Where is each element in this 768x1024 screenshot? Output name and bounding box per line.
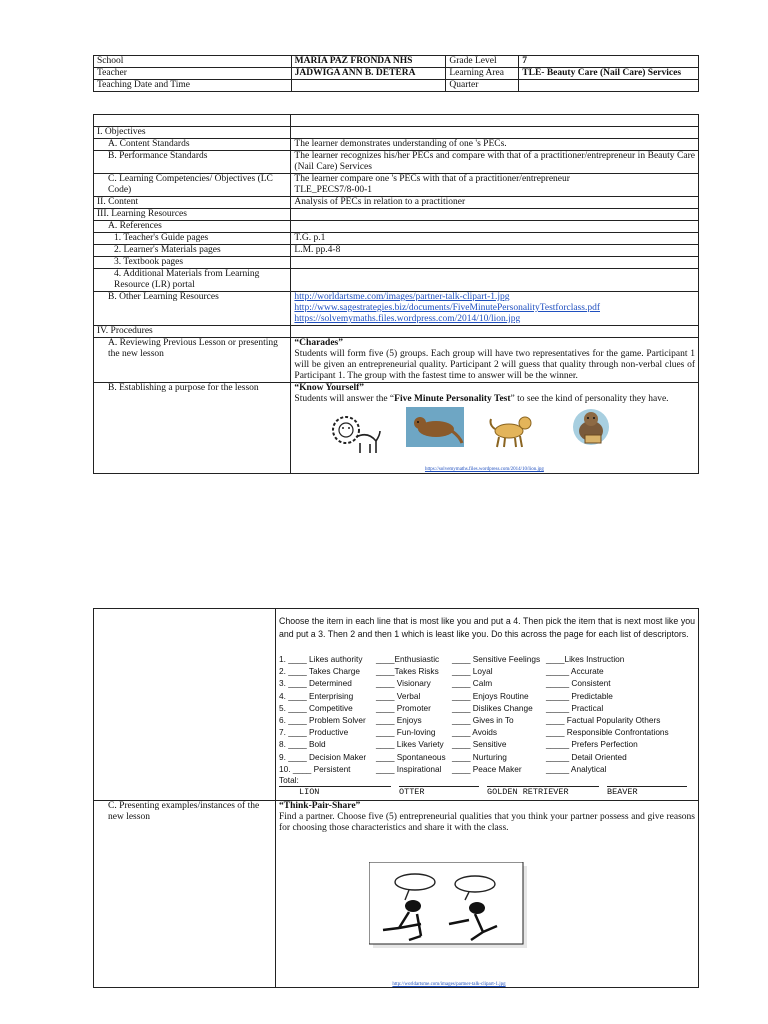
school-value: MARIA PAZ FRONDA NHS [291, 56, 446, 68]
think-pair-share-text: Find a partner. Choose five (5) entrepreneurial qualities that you think your partner possess and give reasons for choosing those characteristics and share it with the class. [279, 812, 695, 834]
grade-label: Grade Level [446, 56, 519, 68]
descriptor-cell: ____Takes Risks [376, 666, 439, 677]
animal-pictures [294, 405, 695, 473]
descriptor-cell: 10. ____ Persistent [279, 763, 351, 774]
descriptor-cell: ____ Calm [452, 678, 493, 689]
blank-cell [291, 221, 699, 233]
descriptor-cell: 2. ____ Takes Charge [279, 666, 361, 677]
descriptor-cell: ____ Enjoys Routine [452, 690, 529, 701]
teachers-guide-value: T.G. p.1 [291, 233, 699, 245]
competencies-label: C. Learning Competencies/ Objectives (LC Code) [94, 174, 291, 197]
link-lion[interactable]: https://solvemymaths.files.wordpress.com/2014/10/lion.jpg [294, 314, 521, 324]
descriptor-row [279, 690, 695, 702]
descriptor-cell: ____ Avoids [452, 727, 498, 738]
descriptor-list [279, 653, 695, 775]
grade-value: 7 [519, 56, 699, 68]
descriptor-cell: ____ Nurturing [452, 751, 507, 762]
lion-icon [330, 413, 382, 457]
descriptor-cell: 5. ____ Competitive [279, 702, 353, 713]
blank-cell [94, 609, 276, 801]
animal-totals-row [279, 786, 695, 798]
charades-text: Students will form five (5) groups. Each group will have two representatives for the game. Participant 1 will be given an entrepreneurial quality. Participant 2 will guess that quality through non-verbal clues of Participant 1. The group with the fastest time to answer will be the winner. [294, 349, 695, 381]
competencies-code: TLE_PECS7/8-00-1 [294, 185, 373, 195]
descriptor-cell: ____ Spontaneous [376, 751, 446, 762]
descriptor-cell: ____ Loyal [452, 666, 493, 677]
blank-cell [291, 326, 699, 338]
descriptor-cell: _____ Predictable [546, 690, 613, 701]
descriptor-cell: ____ Gives in To [452, 715, 514, 726]
resources-heading: III. Learning Resources [94, 209, 291, 221]
descriptor-cell: _____ Prefers Perfection [546, 739, 638, 750]
performance-standards-label: B. Performance Standards [94, 151, 291, 174]
descriptor-cell: ____ Inspirational [376, 763, 442, 774]
descriptor-row [279, 738, 695, 750]
blank-cell [291, 269, 699, 292]
references-label: A. References [94, 221, 291, 233]
think-pair-share-title: “Think-Pair-Share” [279, 801, 361, 812]
procedure-b-label: B. Establishing a purpose for the lesson [94, 383, 291, 474]
charades-title: “Charades” [294, 338, 343, 348]
learners-materials-value: L.M. pp.4-8 [291, 245, 699, 257]
blank-cell [94, 115, 291, 127]
descriptor-cell: ____ Promoter [376, 702, 431, 713]
descriptor-cell: ____ Peace Maker [452, 763, 522, 774]
test-instructions: Choose the item in each line that is most like you and put a 4. Then pick the item that is next most like you and put a 3. Then 2 and then 1 which is least like you. Do this across the page for each list of descriptors. [279, 616, 695, 639]
descriptor-cell: ____ Dislikes Change [452, 702, 533, 713]
content-standards-text: The learner demonstrates understanding of one 's PECs. [291, 139, 699, 151]
animal-total-label: LION [279, 786, 391, 798]
teacher-value: JADWIGA ANN B. DETERA [291, 68, 446, 80]
descriptor-cell: ____Likes Instruction [546, 654, 625, 664]
partner-talk-caption[interactable]: http://worldartsme.com/images/partner-talk-clipart-1.jpg [392, 982, 506, 988]
animal-total-label: OTTER [399, 786, 479, 798]
descriptor-cell: _____ Consistent [546, 678, 611, 689]
procedure-a-label: A. Reviewing Previous Lesson or presenting the new lesson [94, 338, 291, 383]
content-standards-label: A. Content Standards [94, 139, 291, 151]
descriptor-cell: ____ Sensitive Feelings [452, 654, 541, 664]
descriptor-cell: 3. ____ Determined [279, 678, 352, 689]
descriptor-cell: 8. ____ Bold [279, 739, 326, 750]
descriptor-cell: _____ Accurate [546, 666, 604, 677]
blank-cell [291, 209, 699, 221]
objectives-heading: I. Objectives [94, 127, 291, 139]
descriptor-row [279, 726, 695, 738]
descriptor-cell: ____ Responsible Confrontations [546, 727, 669, 738]
know-yourself-text: Students will answer the “Five Minute Personality Test” to see the kind of personality they have. [294, 394, 669, 404]
school-label: School [94, 56, 292, 68]
descriptor-cell: ____ Fun-loving [376, 727, 436, 738]
date-value [291, 80, 446, 92]
descriptor-cell: 9. ____ Decision Maker [279, 751, 367, 762]
descriptor-cell: ____ Visionary [376, 678, 431, 689]
partner-talk-picture [279, 834, 695, 988]
descriptor-cell: 6. ____ Problem Solver [279, 715, 366, 726]
other-resources-links [291, 292, 699, 326]
teachers-guide-label: 1. Teacher's Guide pages [94, 233, 291, 245]
link-partner-talk[interactable]: http://worldartsme.com/images/partner-talk-clipart-1.jpg [294, 292, 510, 302]
descriptor-cell: 7. ____ Productive [279, 727, 349, 738]
descriptor-cell: ____ Factual Popularity Others [546, 715, 661, 726]
descriptor-row [279, 714, 695, 726]
descriptor-cell: _____ Practical [546, 702, 604, 713]
area-value: TLE- Beauty Care (Nail Care) Services [519, 68, 699, 80]
header-table [93, 55, 699, 92]
teacher-label: Teacher [94, 68, 292, 80]
competencies-desc: The learner compare one 's PECs with that of a practitioner/entrepreneur [294, 174, 570, 184]
blank-cell [291, 257, 699, 269]
link-personality-test[interactable]: http://www.sagestrategies.biz/documents/FiveMinutePersonalityTestforclass.pdf [294, 303, 600, 313]
procedures-heading: IV. Procedures [94, 326, 291, 338]
quarter-value [519, 80, 699, 92]
quarter-label: Quarter [446, 80, 519, 92]
performance-standards-text: The learner recognizes his/her PECs and compare with that of a practitioner/entrepreneur in Beauty Care (Nail Care) Services [291, 151, 699, 174]
descriptor-cell: _____ Detail Oriented [546, 751, 627, 762]
descriptor-row [279, 751, 695, 763]
descriptor-row [279, 665, 695, 677]
partner-talk-icon [369, 862, 529, 950]
total-label: Total: [279, 775, 299, 786]
descriptor-row [279, 702, 695, 714]
descriptor-cell: _____ Analytical [546, 763, 607, 774]
descriptor-cell: ____ Likes Variety [376, 739, 444, 750]
date-label: Teaching Date and Time [94, 80, 292, 92]
personality-test-cell [276, 609, 699, 801]
descriptor-cell: 1. ____ Likes authority [279, 654, 363, 664]
descriptor-row [279, 653, 695, 665]
content-text: Analysis of PECs in relation to a practitioner [291, 197, 699, 209]
descriptor-cell: ____ Verbal [376, 690, 421, 701]
beaver-icon [567, 407, 615, 447]
animal-total-label: BEAVER [607, 786, 687, 798]
other-resources-label: B. Other Learning Resources [94, 292, 291, 326]
learners-materials-label: 2. Learner's Materials pages [94, 245, 291, 257]
lesson-plan-table-page-2 [93, 608, 699, 988]
competencies-text [291, 174, 699, 197]
blank-cell [291, 115, 699, 127]
textbook-label: 3. Textbook pages [94, 257, 291, 269]
procedure-c-label: C. Presenting examples/instances of the new lesson [94, 801, 276, 988]
animals-caption[interactable]: https://solvemymaths.files.wordpress.com/2014/10/lion.jpg [424, 467, 544, 472]
area-label: Learning Area [446, 68, 519, 80]
descriptor-cell: ____ Enjoys [376, 715, 422, 726]
blank-cell [291, 127, 699, 139]
know-yourself-title: “Know Yourself” [294, 383, 365, 393]
procedure-b-content [291, 383, 699, 474]
content-heading: II. Content [94, 197, 291, 209]
descriptor-cell: ____Enthusiastic [376, 654, 440, 664]
procedure-a-content [291, 338, 699, 383]
additional-materials-label: 4. Additional Materials from Learning Resource (LR) portal [94, 269, 291, 292]
otter-icon [406, 407, 464, 447]
golden-retriever-icon [487, 411, 535, 451]
procedure-c-content [276, 801, 699, 988]
animal-total-label: GOLDEN RETRIEVER [487, 786, 599, 798]
descriptor-row [279, 677, 695, 689]
descriptor-cell: ____ Sensitive [452, 739, 507, 750]
lesson-plan-table [93, 114, 699, 474]
descriptor-cell: 4. ____ Enterprising [279, 690, 354, 701]
descriptor-row [279, 763, 695, 775]
